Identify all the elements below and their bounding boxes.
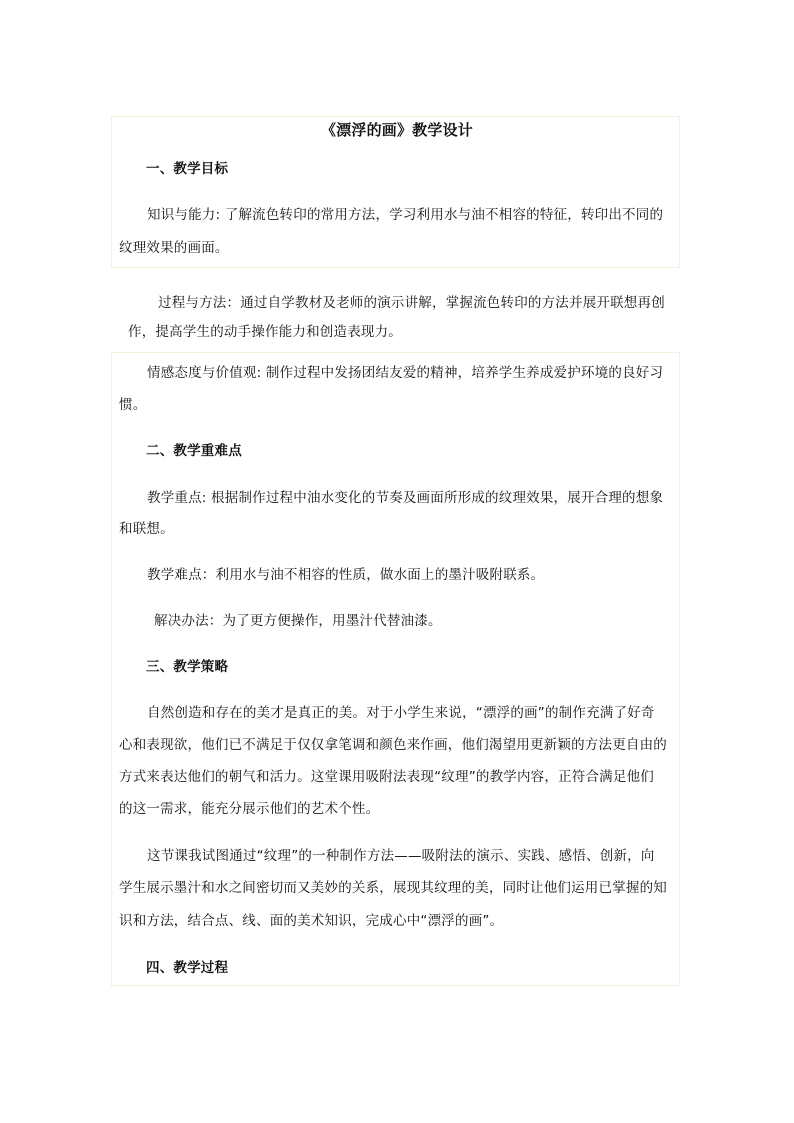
paragraph-focus-line-1: 教学重点: 根据制作过程中油水变化的节奏及画面所形成的纹理效果，展开合理的想象 xyxy=(147,490,664,506)
section-heading-goals: 一、教学目标 xyxy=(146,161,229,177)
paragraph-focus-line-2: 和联想。 xyxy=(119,521,174,537)
paragraph-knowledge-line-1: 知识与能力: 了解流色转印的常用方法，学习利用水与油不相容的特征，转印出不同的 xyxy=(147,207,664,223)
paragraph-strategy-1-line-2: 心和表现欲，他们已不满足于仅仅拿笔调和颜色来作画，他们渴望用更新颖的方法更自由的 xyxy=(119,737,667,753)
paragraph-strategy-2-line-1: 这节课我试图通过“纹理”的一种制作方法——吸附法的演示、实践、感悟、创新，向 xyxy=(147,848,655,864)
paragraph-process-line-2: 作，提高学生的动手操作能力和创造表现力。 xyxy=(128,324,402,340)
paragraph-knowledge-line-2: 纹理效果的画面。 xyxy=(119,240,229,256)
paragraph-strategy-1-line-1: 自然创造和存在的美才是真正的美。对于小学生来说，“漂浮的画”的制作充满了好奇 xyxy=(147,705,655,721)
section-heading-key-points: 二、教学重难点 xyxy=(146,443,242,459)
paragraph-emotion-line-2: 惯。 xyxy=(119,397,147,413)
paragraph-process-line-1: 过程与方法：通过自学教材及老师的演示讲解，掌握流色转印的方法并展开联想再创 xyxy=(158,295,665,311)
paragraph-difficulty: 教学难点：利用水与油不相容的性质，做水面上的墨汁吸附联系。 xyxy=(147,567,545,583)
paragraph-solution: 解决办法：为了更方便操作，用墨汁代替油漆。 xyxy=(154,613,442,629)
paragraph-emotion-line-1: 情感态度与价值观: 制作过程中发扬团结友爱的精神，培养学生养成爱护环境的良好习 xyxy=(147,365,664,381)
paragraph-strategy-1-line-3: 方式来表达他们的朝气和活力。这堂课用吸附法表现“纹理”的教学内容，正符合满足他们 xyxy=(119,769,654,785)
section-heading-teaching-process: 四、教学过程 xyxy=(146,960,229,976)
paragraph-strategy-2-line-3: 识和方法，结合点、线、面的美术知识，完成心中“漂浮的画”。 xyxy=(119,913,504,929)
paragraph-strategy-2-line-2: 学生展示墨汁和水之间密切而又美妙的关系，展现其纹理的美，同时让他们运用已掌握的知 xyxy=(119,880,667,896)
paragraph-strategy-1-line-4: 的这一需求，能充分展示他们的艺术个性。 xyxy=(119,801,380,817)
document-title: 《漂浮的画》教学设计 xyxy=(320,121,473,139)
section-heading-strategy: 三、教学策略 xyxy=(146,659,229,675)
